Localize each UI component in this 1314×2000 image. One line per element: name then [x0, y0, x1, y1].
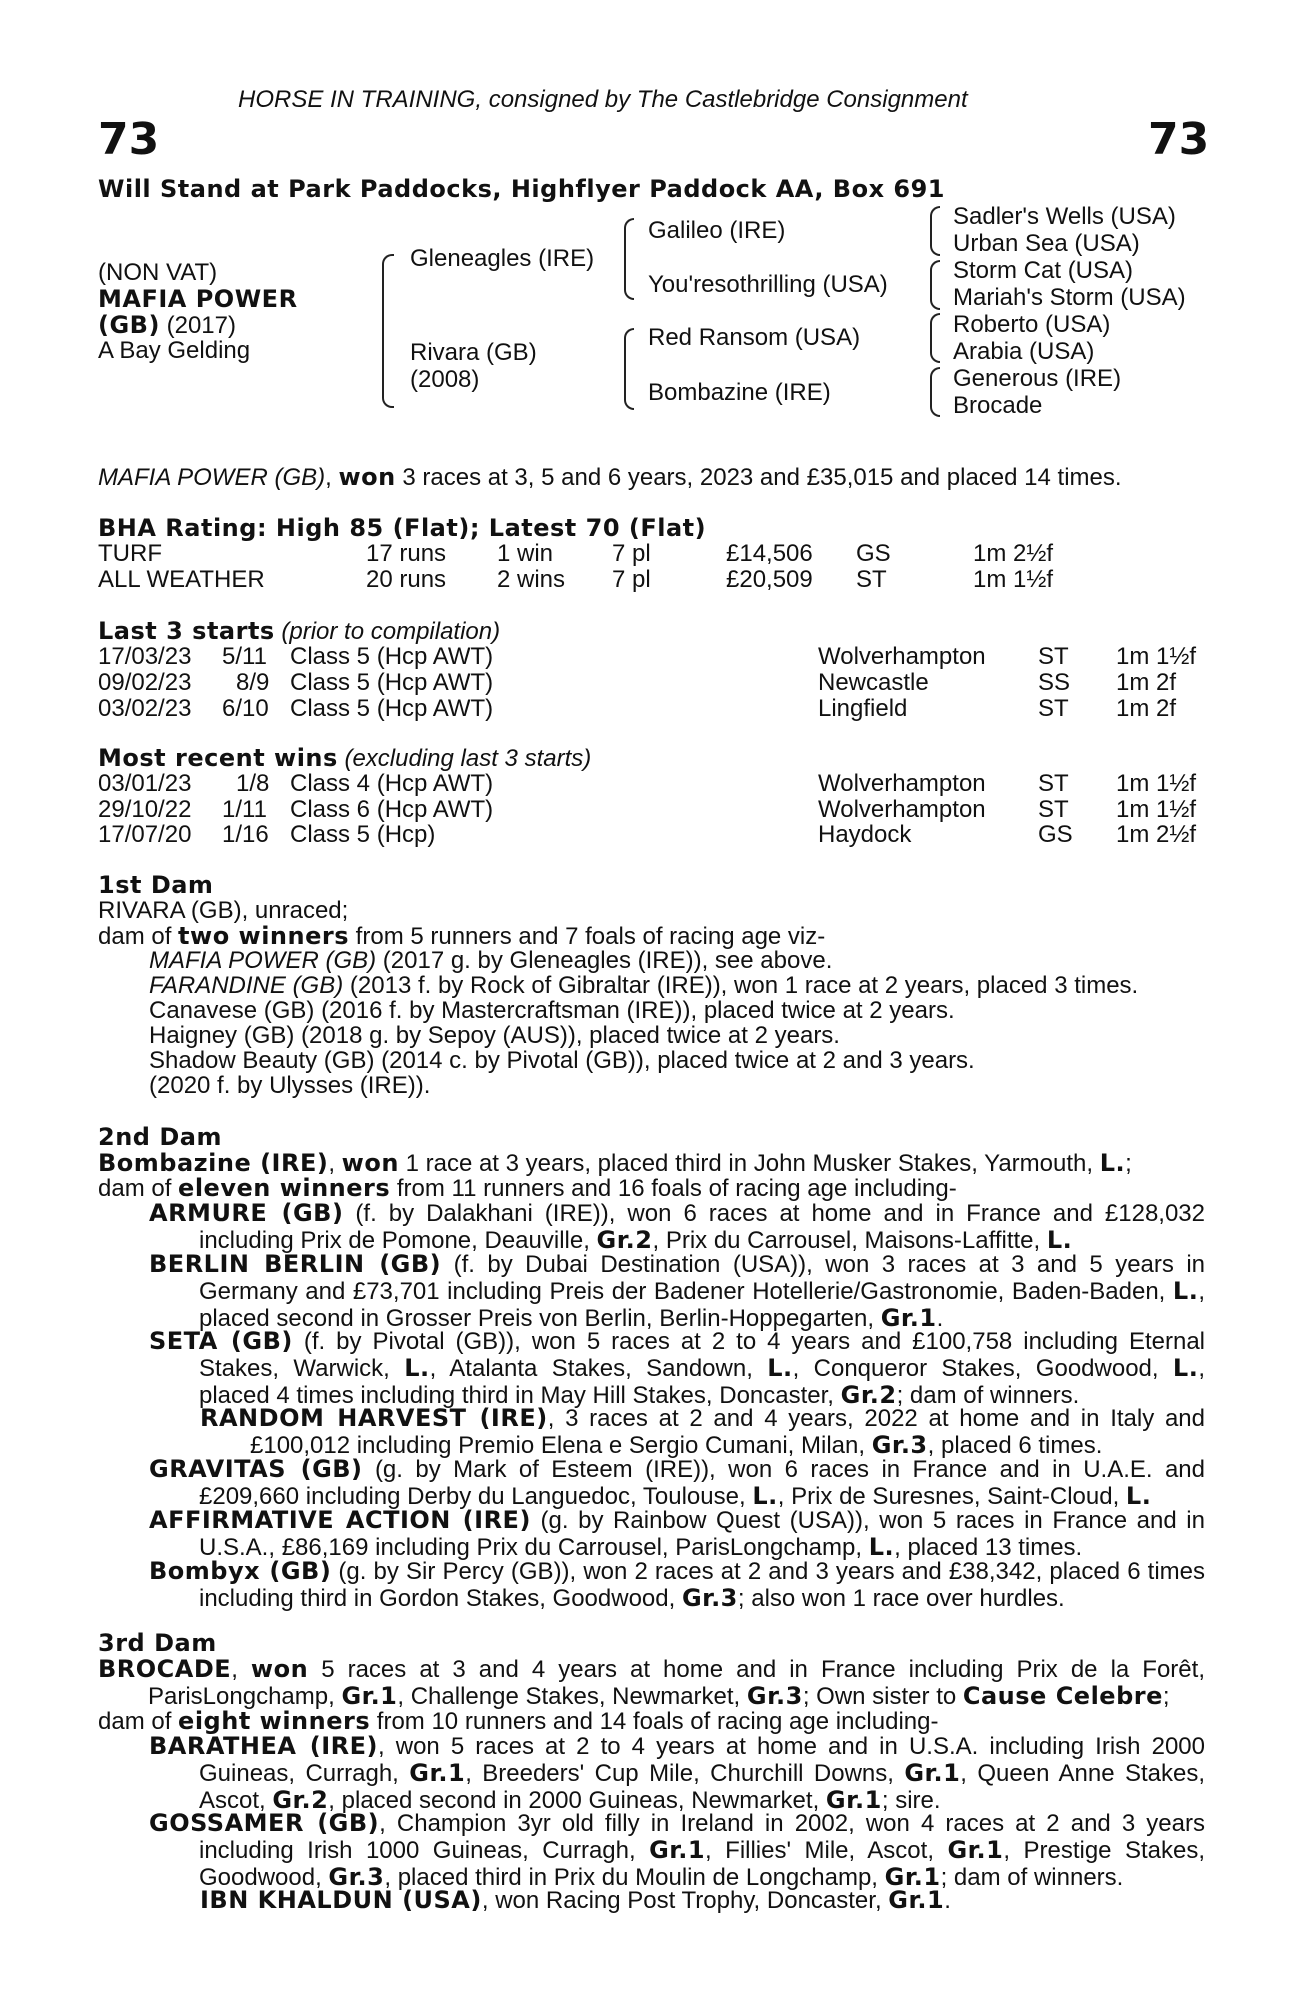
sire-brace [624, 218, 634, 300]
foal-entry: Haigney (GB) (2018 g. by Sepoy (AUS)), placed twice at 2 years. [149, 1022, 840, 1049]
foal-entry: Shadow Beauty (GB) (2014 c. by Pivotal (GB)), placed twice at 2 and 3 years. [149, 1047, 975, 1074]
produce-entry-seta: SETA (GB) (f. by Pivotal (GB)), won 5 races at 2 to 4 years and £100,758 including Eternal Stakes, Warwick, L., Atalanta Stakes, Sandown, L., Conqueror Stakes, Goodwood, L., placed 4 times including third in May Hill Stakes, Doncaster, Gr.2; dam of winners. [149, 1327, 1206, 1409]
third-dam-line: BROCADE, won 5 races at 3 and 4 years at home and in France including Prix de la Forêt, ParisLongchamp, Gr.1, Challenge Stakes, Newmarket, Gr.3; Own sister to Cause Celebre; [98, 1655, 1205, 1710]
produce-entry-random-harvest: RANDOM HARVEST (IRE), 3 races at 2 and 4 years, 2022 at home and in Italy and £100,012 including Premio Elena e Sergio Cumani, Milan, Gr.3, placed 6 times. [200, 1404, 1205, 1459]
foal-entry: FARANDINE (GB) (2013 f. by Rock of Gibraltar (IRE)), won 1 race at 2 years, placed 3 times. [149, 972, 1139, 999]
ggs-brace-4 [930, 367, 940, 417]
horse-name: MAFIA POWER [98, 285, 298, 313]
great-grandparent: Storm Cat (USA) [953, 257, 1134, 284]
second-dam-line: Bombazine (IRE), won 1 race at 3 years, placed third in John Musker Stakes, Yarmouth, L.; [98, 1149, 1132, 1177]
great-grandparent: Arabia (USA) [953, 338, 1095, 365]
foal-entry: Canavese (GB) (2016 f. by Mastercraftsman (IRE)), placed twice at 2 years. [149, 997, 955, 1024]
great-grandparent: Mariah's Storm (USA) [953, 284, 1186, 311]
horse-description: A Bay Gelding [98, 337, 251, 364]
third-dam-produce: dam of eight winners from 10 runners and 14 foals of racing age including- [98, 1707, 939, 1735]
grandsire-1: Galileo (IRE) [648, 217, 786, 244]
second-dam-produce: dam of eleven winners from 11 runners and 16 foals of racing age including- [98, 1174, 957, 1202]
lot-number-left: 73 [98, 114, 160, 165]
dam: Rivara (GB) [410, 339, 537, 366]
great-grandparent: Generous (IRE) [953, 365, 1122, 392]
produce-entry-gossamer: GOSSAMER (GB), Champion 3yr old filly in Ireland in 2002, won 4 races at 2 and 3 years including Irish 1000 Guineas, Curragh, Gr.1, Fillies' Mile, Ascot, Gr.1, Prestige Stakes, Goodwood, Gr.3, placed third in Prix du Moulin de Longchamp, Gr.1; dam of winners. [149, 1809, 1206, 1891]
vat-status: (NON VAT) [98, 259, 218, 286]
lot-number-right: 73 [1148, 114, 1210, 165]
granddam-2: Bombazine (IRE) [648, 379, 831, 406]
granddam-1: Red Ransom (USA) [648, 324, 861, 351]
sire: Gleneagles (IRE) [410, 245, 595, 272]
produce-entry-berlin: BERLIN BERLIN (GB) (f. by Dubai Destination (USA)), won 3 races at 3 and 5 years in Germany and £73,701 including Preis der Badener Hotellerie/Gastronomie, Baden-Baden, L., placed second in Grosser Preis von Berlin, Berlin-Hoppegarten, Gr.1. [149, 1250, 1206, 1332]
stand-location: Will Stand at Park Paddocks, Highflyer Paddock AA, Box 691 [98, 175, 946, 203]
consignor-line: HORSE IN TRAINING, consigned by The Castlebridge Consignment [238, 86, 968, 113]
last-starts-heading: Last 3 starts (prior to compilation) [98, 617, 501, 645]
first-dam-produce: dam of two winners from 5 runners and 7 foals of racing age viz- [98, 922, 826, 950]
produce-entry-barathea: BARATHEA (IRE), won 5 races at 2 to 4 years at home and in U.S.A. including Irish 2000 Guineas, Curragh, Gr.1, Breeders' Cup Mile, Churchill Downs, Gr.1, Queen Anne Stakes, Ascot, Gr.2, placed second in 2000 Guineas, Newmarket, Gr.1; sire. [149, 1732, 1205, 1814]
great-grandparent: Brocade [953, 392, 1043, 419]
ggs-brace-2 [930, 260, 940, 310]
recent-wins-heading: Most recent wins (excluding last 3 starts) [98, 744, 592, 772]
pedigree-brace [382, 254, 394, 408]
produce-entry-affirmative: AFFIRMATIVE ACTION (IRE) (g. by Rainbow Quest (USA)), won 5 races in France and in U.S.A., £86,169 including Prix du Carrousel, ParisLongchamp, L., placed 13 times. [149, 1506, 1205, 1561]
dam-brace [624, 328, 634, 410]
produce-entry-armure: ARMURE (GB) (f. by Dalakhani (IRE)), won 6 races at home and in France and £128,032 including Prix de Pomone, Deauville, Gr.2, Prix du Carrousel, Maisons-Laffitte, L. [149, 1199, 1206, 1254]
produce-entry-bombyx: Bombyx (GB) (g. by Sir Percy (GB)), won 2 races at 2 and 3 years and £38,342, placed 6 times including third in Gordon Stakes, Goodwood, Gr.3; also won 1 race over hurdles. [149, 1557, 1205, 1612]
bha-rating: BHA Rating: High 85 (Flat); Latest 70 (Flat) [98, 514, 707, 542]
third-dam-heading: 3rd Dam [98, 1629, 217, 1657]
great-grandparent: Urban Sea (USA) [953, 230, 1140, 257]
horse-origin-year: (GB) (2017) [98, 311, 236, 339]
dam-year: (2008) [410, 366, 480, 393]
ggs-brace-3 [930, 313, 940, 363]
great-grandparent: Sadler's Wells (USA) [953, 203, 1176, 230]
foal-entry: (2020 f. by Ulysses (IRE)). [149, 1072, 431, 1099]
race-summary: MAFIA POWER (GB), won 3 races at 3, 5 and 6 years, 2023 and £35,015 and placed 14 times. [98, 463, 1122, 491]
ggs-brace-1 [930, 206, 940, 256]
produce-entry-gravitas: GRAVITAS (GB) (g. by Mark of Esteem (IRE)), won 6 races in France and in U.A.E. and £209,660 including Derby du Languedoc, Toulouse, L., Prix de Suresnes, Saint-Cloud, L. [149, 1455, 1206, 1510]
first-dam-heading: 1st Dam [98, 871, 214, 899]
second-dam-heading: 2nd Dam [98, 1123, 222, 1151]
foal-entry: MAFIA POWER (GB) (2017 g. by Gleneagles (IRE)), see above. [149, 947, 833, 974]
grandsire-2: You'resothrilling (USA) [648, 271, 888, 298]
first-dam-line: RIVARA (GB), unraced; [98, 897, 349, 924]
great-grandparent: Roberto (USA) [953, 311, 1111, 338]
produce-entry-ibn-khaldun: IBN KHALDUN (USA), won Racing Post Trophy, Doncaster, Gr.1. [200, 1886, 951, 1914]
